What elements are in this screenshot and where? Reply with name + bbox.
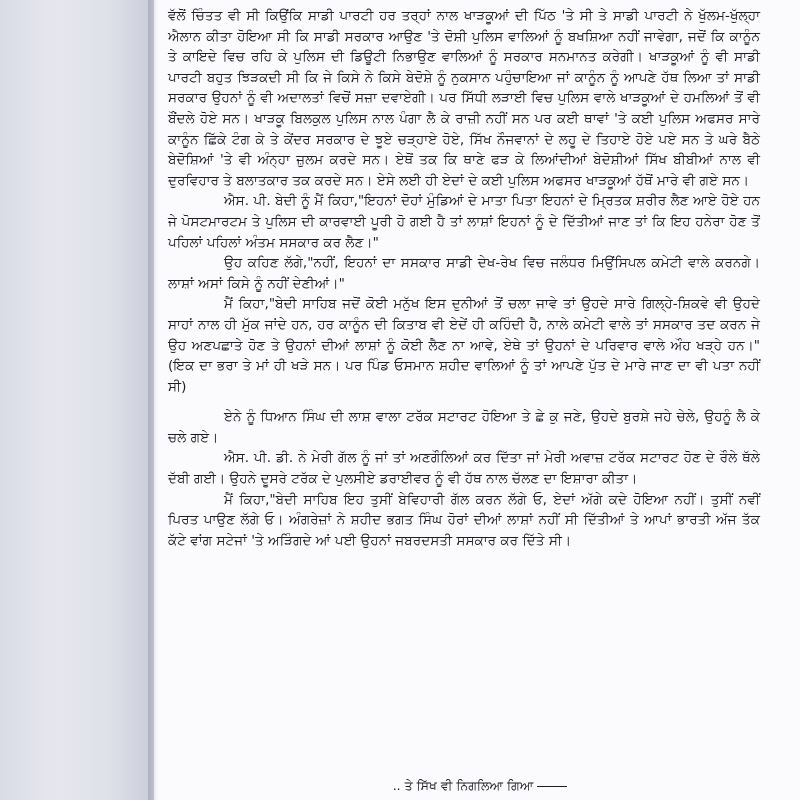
- paragraph-2: ਐਸ. ਪੀ. ਬੇਦੀ ਨੂੰ ਮੈਂ ਕਿਹਾ,"ਇਹਨਾਂ ਦੋਹਾਂ ਮੁੰਡਿਆਂ ਦੇ ਮਾਤਾ ਪਿਤਾ ਇਹਨਾਂ ਦੇ ਮ੍ਰਿਤਕ ਸ਼ਰੀਰ ਲੈਣ ਆਏ ਹੋਏ ਹਨ ਜੇ ਪੋਸਟਮਾਰਟਮ ਤੇ ਪੁਲਿਸ ਦੀ ਕਾਰਵਾਈ ਪੂਰੀ ਹੋ ਗਈ ਹੈ ਤਾਂ ਲਾਸ਼ਾਂ ਇਹਨਾਂ ਨੂੰ ਦੇ ਦਿੱਤੀਆਂ ਜਾਣ ਤਾਂ ਕਿ ਇਹ ਹਨੇਰਾ ਹੋਣ ਤੋਂ ਪਹਿਲਾਂ ਪਹਿਲਾਂ ਅੰਤਮ ਸਸਕਾਰ ਕਰ ਲੈਣ।": [168, 193, 760, 251]
- paragraph-5: ਏਨੇ ਨੂੰ ਧਿਆਨ ਸਿੰਘ ਦੀ ਲਾਸ਼ ਵਾਲਾ ਟਰੱਕ ਸਟਾਰਟ ਹੋਇਆ ਤੇ ਛੇ ਕੁ ਜਣੇ, ਉਹਦੇ ਬੁਰਸ਼ੇ ਜਹੇ ਚੇਲੇ, ਉਹਨੂੰ ਲੈ ਕੇ ਚਲੇ ਗਏ।: [168, 409, 760, 446]
- footer-rule: [537, 786, 567, 787]
- book-page-edge: [0, 0, 154, 800]
- paragraph-7: ਮੈਂ ਕਿਹਾ,"ਬੇਦੀ ਸਾਹਿਬ ਇਹ ਤੁਸੀਂ ਬੇਵਿਹਾਰੀ ਗੱਲ ਕਰਨ ਲੱਗੇ ਓ, ਏਦਾਂ ਅੱਗੇ ਕਦੇ ਹੋਇਆ ਨਹੀਂ। ਤੁਸੀਂ ਨਵੀਂ ਪਿਰਤ ਪਾਉਣ ਲੱਗੇ ਓ। ਅੰਗਰੇਜ਼ਾਂ ਨੇ ਸ਼ਹੀਦ ਭਗਤ ਸਿੰਘ ਹੋਰਾਂ ਦੀਆਂ ਲਾਸ਼ਾਂ ਨਹੀਂ ਸੀ ਦਿੱਤੀਆਂ ਤੇ ਆਪਾਂ ਭਾਰਤੀ ਅੱਜ ਤੱਕ ਕੱਟੇ ਵਾਂਗ ਸਟੇਜਾਂ 'ਤੇ ਅੜਿੰਗਦੇ ਆਂ ਪਈ ਉਹਨਾਂ ਜਬਰਦਸਤੀ ਸਸਕਾਰ ਕਰ ਦਿੱਤੇ ਸੀ।: [168, 491, 760, 549]
- paragraph-4: ਮੈਂ ਕਿਹਾ,"ਬੇਦੀ ਸਾਹਿਬ ਜਦੋਂ ਕੋਈ ਮਨੁੱਖ ਇਸ ਦੁਨੀਆਂ ਤੋਂ ਚਲਾ ਜਾਵੇ ਤਾਂ ਉਹਦੇ ਸਾਰੇ ਗਿਲ੍ਹੇ-ਸ਼ਿਕਵੇ ਵੀ ਉਹਦੇ ਸਾਹਾਂ ਨਾਲ ਹੀ ਮੁੱਕ ਜਾਂਦੇ ਹਨ, ਹਰ ਕਾਨੂੰਨ ਦੀ ਕਿਤਾਬ ਵੀ ਏਦੇਂ ਹੀ ਕਹਿੰਦੀ ਹੈ, ਨਾਲੇ ਕਮੇਟੀ ਵਾਲੇ ਤਾਂ ਸਸਕਾਰ ਤਦ ਕਰਨ ਜੇ ਉਹ ਅਣਪਛਾਤੇ ਹੋਣ ਤੇ ਉਹਨਾਂ ਦੀਆਂ ਲਾਸ਼ਾਂ ਨੂੰ ਕੋਈ ਲੈਣ ਨਾ ਆਵੇ, ਏਥੇ ਤਾਂ ਉਹਨਾਂ ਦੇ ਪਰਿਵਾਰ ਵਾਲੇ ਔਹ ਖੜ੍ਹੇ ਹਨ।" (ਇਕ ਦਾ ਭਰਾ ਤੇ ਮਾਂ ਹੀ ਖੜੇ ਸਨ। ਪਰ ਪਿੰਡ ਓਸਮਾਨ ਸ਼ਹੀਦ ਵਾਲਿਆਂ ਨੂੰ ਤਾਂ ਆਪਣੇ ਪੁੱਤ ਦੇ ਮਾਰੇ ਜਾਣ ਦਾ ਵੀ ਪਤਾ ਨਹੀਂ ਸੀ): [168, 296, 760, 395]
- footer-title: .. ਤੇ ਸਿੱਖ ਵੀ ਨਿਗਲਿਆ ਗਿਆ: [392, 778, 534, 793]
- paragraph-6: ਐਸ. ਪੀ. ਡੀ. ਨੇ ਮੇਰੀ ਗੱਲ ਨੂੰ ਜਾਂ ਤਾਂ ਅਣਗੌਲਿਆਂ ਕਰ ਦਿੱਤਾ ਜਾਂ ਮੇਰੀ ਅਵਾਜ਼ ਟਰੱਕ ਸਟਾਰਟ ਹੋਣ ਦੇ ਰੌਲੇ ਥੱਲੇ ਦੱਬੀ ਗਈ। ਉਹਨੇ ਦੂਸਰੇ ਟਰੱਕ ਦੇ ਪੁਲਸੀਏ ਡਰਾਈਵਰ ਨੂੰ ਵੀ ਹੱਥ ਨਾਲ ਚੱਲਣ ਦਾ ਇਸ਼ਾਰਾ ਕੀਤਾ।: [168, 450, 760, 488]
- body-text: [168, 6, 760, 551]
- paragraph-3: ਉਹ ਕਹਿਣ ਲੱਗੇ,"ਨਹੀਂ, ਇਹਨਾਂ ਦਾ ਸਸਕਾਰ ਸਾਡੀ ਦੇਖ-ਰੇਖ ਵਿਚ ਜਲੰਧਰ ਮਿਉਂਸਿਪਲ ਕਮੇਟੀ ਵਾਲੇ ਕਰਨਗੇ। ਲਾਸ਼ਾਂ ਅਸਾਂ ਕਿਸੇ ਨੂੰ ਨਹੀਂ ਦੇਣੀਆਂ।": [168, 255, 760, 292]
- spine-shadow: [148, 0, 158, 800]
- running-footer: [330, 778, 630, 794]
- paragraph-1: ਵੱਲੋਂ ਚਿੰਤਤ ਵੀ ਸੀ ਕਿਉਂਕਿ ਸਾਡੀ ਪਾਰਟੀ ਹਰ ਤਰ੍ਹਾਂ ਨਾਲ ਖਾੜਕੂਆਂ ਦੀ ਪਿੱਠ 'ਤੇ ਸੀ ਤੇ ਸਾਡੀ ਪਾਰਟੀ ਨੇ ਖੁੱਲਮ-ਖੁੱਲ੍ਹਾ ਐਲਾਨ ਕੀਤਾ ਹੋਇਆ ਸੀ ਕਿ ਸਾਡੀ ਸਰਕਾਰ ਆਉਣ 'ਤੇ ਦੋਸ਼ੀ ਪੁਲਿਸ ਵਾਲਿਆਂ ਨੂੰ ਬਖਸ਼ਿਆ ਨਹੀਂ ਜਾਵੇਗਾ, ਜਦੋਂ ਕਿ ਕਾਨੂੰਨ ਤੇ ਕਾਇਦੇ ਵਿਚ ਰਹਿ ਕੇ ਪੁਲਿਸ ਦੀ ਡਿਊਟੀ ਨਿਭਾਉਣ ਵਾਲਿਆਂ ਨੂੰ ਸਰਕਾਰ ਸਨਮਾਨਤ ਕਰੇਗੀ। ਖਾੜਕੂਆਂ ਨੂੰ ਵੀ ਸਾਡੀ ਪਾਰਟੀ ਬਹੁਤ ਝਿੜਕਦੀ ਸੀ ਕਿ ਜੇ ਕਿਸੇ ਨੇ ਕਿਸੇ ਬੇਦੋਸ਼ੇ ਨੂੰ ਨੁਕਸਾਨ ਪਹੁੰਚਾਇਆ ਜਾਂ ਕਾਨੂੰਨ ਨੂੰ ਆਪਣੇ ਹੱਥ ਲਿਆ ਤਾਂ ਸਾਡੀ ਸਰਕਾਰ ਉਹਨਾਂ ਨੂੰ ਵੀ ਅਦਾਲਤਾਂ ਵਿਚੋਂ ਸਜ਼ਾ ਦਵਾਏਗੀ। ਪਰ ਸਿੱਧੀ ਲੜਾਈ ਵਿਚ ਪੁਲਿਸ ਵਾਲੇ ਖਾੜਕੂਆਂ ਦੇ ਹਮਲਿਆਂ ਤੋਂ ਵੀ ਬੌਂਦਲੇ ਹੋਏ ਸਨ। ਖਾੜਕੂ ਬਿਲਕੁਲ ਪੁਲਿਸ ਨਾਲ ਪੰਗਾ ਲੈ ਕੇ ਰਾਜ਼ੀ ਨਹੀਂ ਸਨ ਪਰ ਕਈ ਥਾਵਾਂ 'ਤੇ ਕਈ ਪੁਲਿਸ ਅਫਸਰ ਸਾਰੇ ਕਾਨੂੰਨ ਛਿੱਕੇ ਟੰਗ ਕੇ ਤੇ ਕੇਂਦਰ ਸਰਕਾਰ ਦੇ ਝੂਏ ਚੜ੍ਹਾਏ ਹੋਏ, ਸਿੱਖ ਨੌਜਵਾਨਾਂ ਦੇ ਲਹੂ ਦੇ ਤਿਹਾਏ ਹੋਏ ਪਏ ਸਨ ਤੇ ਘਰੇ ਬੈਠੇ ਬੇਦੋਸ਼ਿਆਂ 'ਤੇ ਵੀ ਅੰਨ੍ਹਾ ਜ਼ੁਲਮ ਕਰਦੇ ਸਨ। ਏਥੋਂ ਤਕ ਕਿ ਥਾਣੇ ਫੜ ਕੇ ਲਿਆਂਦੀਆਂ ਬੇਦੋਸ਼ੀਆਂ ਸਿੱਖ ਬੀਬੀਆਂ ਨਾਲ ਵੀ ਦੁਰਵਿਹਾਰ ਤੇ ਬਲਾਤਕਾਰ ਤਕ ਕਰਦੇ ਸਨ। ਏਸੇ ਲਈ ਹੀ ਏਦਾਂ ਦੇ ਕਈ ਪੁਲਿਸ ਅਫਸਰ ਖਾੜਕੂਆਂ ਹੱਥੋਂ ਮਾਰੇ ਵੀ ਗਏ ਸਨ।: [168, 8, 760, 189]
